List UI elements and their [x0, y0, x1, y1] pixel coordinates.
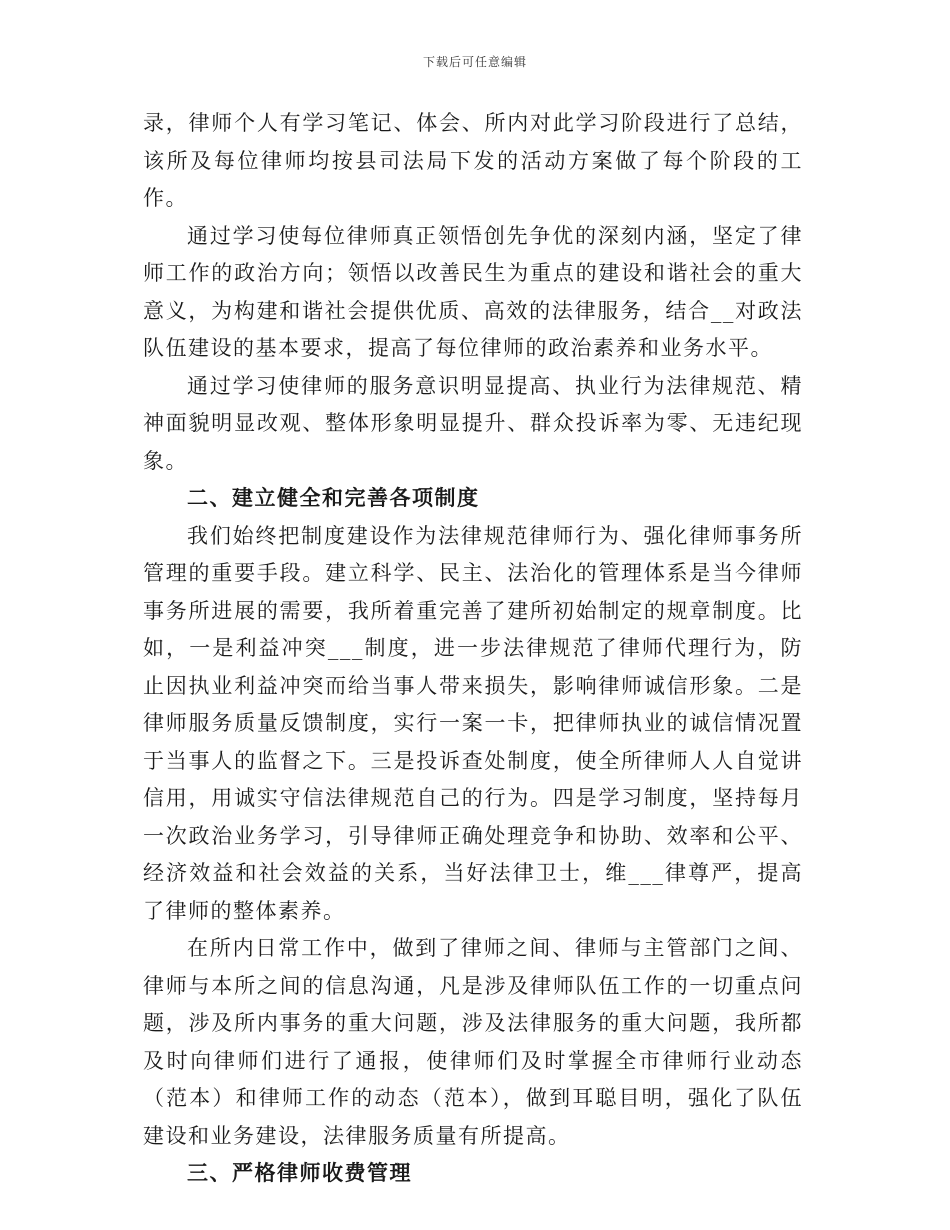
section-heading-2: 二、建立健全和完善各项制度 — [187, 486, 480, 510]
paragraph-3: 通过学习使律师的服务意识明显提高、执业行为法律规范、精神面貌明显改观、整体形象明显提升、群众投诉率为零、无违纪现象。 — [143, 373, 803, 473]
page-header: 下载后可任意编辑 — [422, 55, 527, 69]
paragraph-1: 录，律师个人有学习笔记、体会、所内对此学习阶段进行了总结，该所及每位律师均按县司法局下发的活动方案做了每个阶段的工作。 — [143, 111, 803, 210]
paragraph-5: 在所内日常工作中，做到了律师之间、律师与主管部门之间、律师与本所之间的信息沟通，凡是涉及律师队伍工作的一切重点问题，涉及所内事务的重大问题，涉及法律服务的重大问题，我所都及时向律师们进行了通报，使律师们及时掌握全市律师行业动态（范本）和律师工作的动态（范本），做到耳聪目明，强化了队伍建设和业务建设，法律服务质量有所提高。 — [143, 936, 803, 1148]
document-body — [143, 105, 803, 1193]
paragraph-4: 我们始终把制度建设作为法律规范律师行为、强化律师事务所管理的重要手段。建立科学、民主、法治化的管理体系是当今律师事务所进展的需要，我所着重完善了建所初始制定的规章制度。比如，一是利益冲突___制度，进一步法律规范了律师代理行为，防止因执业利益冲突而给当事人带来损失，影响律师诚信形象。二是律师服务质量反馈制度，实行一案一卡，把律师执业的诚信情况置于当事人的监督之下。三是投诉查处制度，使全所律师人人自觉讲信用，用诚实守信法律规范自己的行为。四是学习制度，坚持每月一次政治业务学习，引导律师正确处理竞争和协助、效率和公平、经济效益和社会效益的关系，当好法律卫士，维___律尊严，提高了律师的整体素养。 — [143, 523, 803, 923]
section-heading-3: 三、严格律师收费管理 — [187, 1161, 412, 1185]
paragraph-2: 通过学习使每位律师真正领悟创先争优的深刻内涵，坚定了律师工作的政治方向；领悟以改善民生为重点的建设和谐社会的重大意义，为构建和谐社会提供优质、高效的法律服务，结合__对政法队伍建设的基本要求，提高了每位律师的政治素养和业务水平。 — [143, 223, 803, 360]
